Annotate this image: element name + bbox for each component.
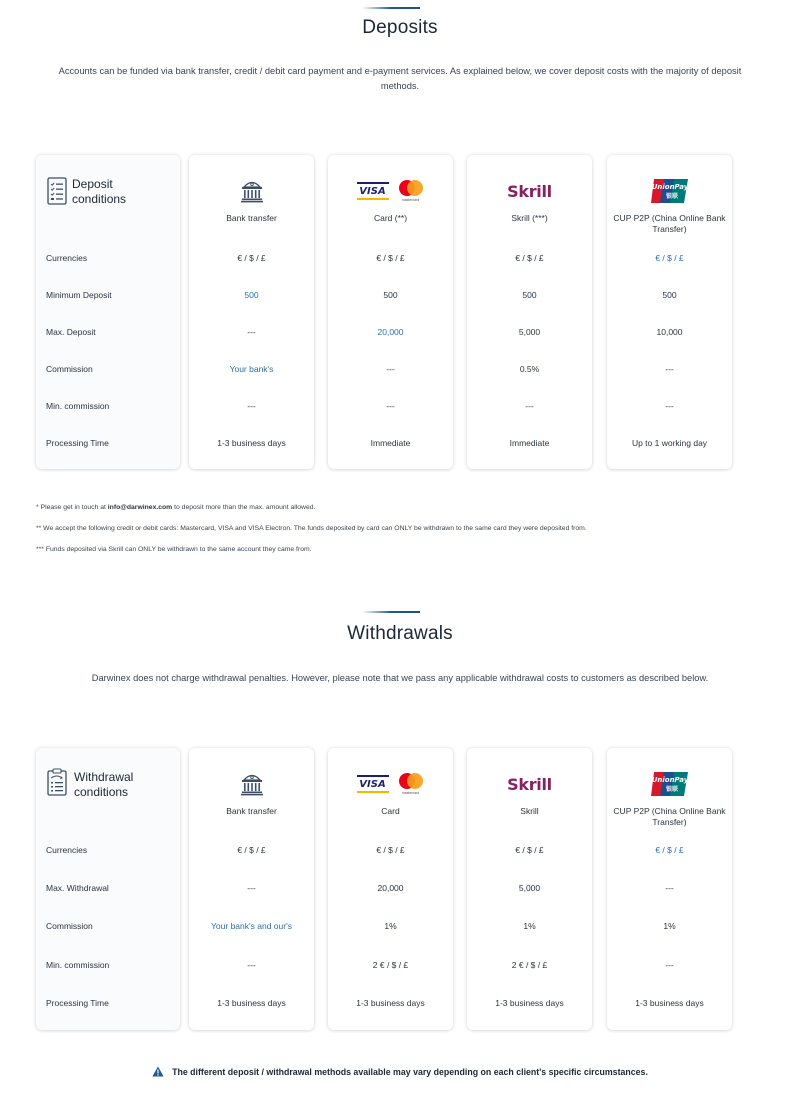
row-label-currencies: Currencies — [46, 253, 88, 263]
row-label-max-withdrawal: Max. Withdrawal — [46, 883, 109, 893]
value-processing-time: 1-3 business days — [217, 438, 286, 448]
method-name: CUP P2P (China Online Bank Transfer) — [613, 213, 726, 234]
value-currencies: € / $ / £ — [655, 253, 684, 263]
warning-icon — [152, 1066, 164, 1077]
value-commission: 1% — [384, 921, 397, 931]
value-currencies: € / $ / £ — [376, 253, 405, 263]
mastercard-logo: mastercard — [397, 773, 425, 795]
value-commission: --- — [665, 364, 674, 374]
value-min-commission: --- — [525, 401, 534, 411]
value-commission: 1% — [523, 921, 536, 931]
methods-availability-notice — [0, 1066, 800, 1077]
checklist-icon — [47, 177, 67, 205]
value-max-withdrawal: 5,000 — [518, 883, 541, 893]
unionpay-logo — [650, 771, 690, 797]
value-min-commission: --- — [386, 401, 395, 411]
row-label-min-commission: Min. commission — [46, 960, 110, 970]
bank-icon — [239, 179, 265, 203]
row-label-minimum-deposit: Minimum Deposit — [46, 290, 112, 300]
deposit-method-cup-p2p — [607, 155, 732, 469]
value-processing-time: 1-3 business days — [635, 998, 704, 1008]
svg-text:银联: 银联 — [665, 786, 678, 793]
value-processing-time: 1-3 business days — [217, 998, 286, 1008]
value-commission: Your bank's and our's — [211, 921, 292, 931]
value-min-commission: --- — [665, 401, 674, 411]
value-max-withdrawal: 20,000 — [377, 883, 404, 893]
value-currencies: € / $ / £ — [376, 845, 405, 855]
clipboard-icon — [47, 768, 67, 796]
row-label-commission: Commission — [46, 364, 93, 374]
notice-text: The different deposit / withdrawal methods available may vary depending on each client's specific circumstances. — [172, 1066, 648, 1077]
value-commission: --- — [386, 364, 395, 374]
value-minimum-deposit: 500 — [383, 290, 398, 300]
value-min-commission: --- — [247, 401, 256, 411]
value-minimum-deposit: 500 — [662, 290, 677, 300]
value-processing-time: Up to 1 working day — [631, 438, 708, 448]
value-processing-time: Immediate — [509, 438, 550, 448]
value-minimum-deposit: 500 — [522, 290, 537, 300]
deposit-method-bank-transfer — [189, 155, 314, 469]
svg-text:UnionPay: UnionPay — [651, 776, 688, 784]
withdrawal-conditions-table — [36, 748, 736, 1030]
value-max-deposit: 10,000 — [656, 327, 683, 337]
withdrawals-accent-bar — [362, 611, 420, 613]
withdrawals-title: Withdrawals — [347, 623, 453, 644]
withdrawal-method-card — [328, 748, 453, 1030]
value-min-commission: 2 € / $ / £ — [372, 960, 409, 970]
method-name: Card — [381, 806, 400, 816]
deposit-method-skrill — [467, 155, 592, 469]
value-processing-time: Immediate — [370, 438, 411, 448]
withdrawal-conditions-label-card — [36, 748, 180, 1030]
method-name: Skrill — [520, 806, 539, 816]
withdrawal-method-skrill — [467, 748, 592, 1030]
value-processing-time: 1-3 business days — [356, 998, 425, 1008]
value-max-deposit: 20,000 — [377, 327, 404, 337]
deposit-method-card — [328, 155, 453, 469]
value-min-commission: 2 € / $ / £ — [511, 960, 548, 970]
withdrawal-method-bank-transfer — [189, 748, 314, 1030]
footnote-1: * Please get in touch at info@darwinex.com to deposit more than the max. amount allowed. — [36, 504, 316, 511]
mastercard-logo: mastercard — [397, 180, 425, 202]
deposit-conditions-label-card — [36, 155, 180, 469]
value-minimum-deposit: 500 — [244, 290, 259, 300]
row-label-min-commission: Min. commission — [46, 401, 110, 411]
method-name: Card (**) — [373, 213, 408, 223]
visa-logo: VISA — [357, 774, 389, 794]
value-max-deposit: 5,000 — [518, 327, 541, 337]
row-label-currencies: Currencies — [46, 845, 88, 855]
footnote-3: *** Funds deposited via Skrill can ONLY be withdrawn to the same account they came from. — [36, 546, 312, 553]
value-min-commission: --- — [247, 960, 256, 970]
method-name: Skrill (***) — [511, 213, 548, 223]
value-max-withdrawal: --- — [665, 883, 674, 893]
value-processing-time: 1-3 business days — [495, 998, 564, 1008]
footnote-2: ** We accept the following credit or debit cards: Mastercard, VISA and VISA Electron. The funds deposited by card can ONLY be withdrawn to the same card they were deposited from. — [36, 525, 587, 532]
deposits-intro: Accounts can be funded via bank transfer, credit / debit card payment and e-payment services. As explained below, we cover deposit costs with the majority of deposit methods. — [58, 66, 742, 91]
deposits-title: Deposits — [362, 17, 438, 38]
method-name: CUP P2P (China Online Bank Transfer) — [613, 806, 726, 827]
value-currencies: € / $ / £ — [515, 845, 544, 855]
withdrawal-conditions-title: Withdrawal conditions — [74, 770, 134, 799]
method-name: Bank transfer — [226, 806, 277, 816]
value-currencies: € / $ / £ — [655, 845, 684, 855]
visa-logo: VISA — [357, 181, 389, 201]
deposit-conditions-title: Deposit conditions — [72, 177, 127, 206]
withdrawals-intro: Darwinex does not charge withdrawal penalties. However, please note that we pass any applicable withdrawal costs to customers as described below. — [91, 673, 709, 683]
row-label-processing-time: Processing Time — [46, 438, 109, 448]
deposit-conditions-table — [36, 155, 736, 469]
row-label-commission: Commission — [46, 921, 93, 931]
value-commission: Your bank's — [229, 364, 274, 374]
value-min-commission: --- — [665, 960, 674, 970]
value-commission: 1% — [663, 921, 676, 931]
value-max-deposit: --- — [247, 327, 256, 337]
unionpay-logo — [650, 178, 690, 204]
row-label-max-deposit: Max. Deposit — [46, 327, 96, 337]
skrill-logo: Skrill — [507, 774, 552, 794]
value-currencies: € / $ / £ — [237, 845, 266, 855]
bank-icon — [239, 772, 265, 796]
method-name: Bank transfer — [226, 213, 277, 223]
skrill-logo: Skrill — [507, 181, 552, 201]
contact-email-link[interactable]: info@darwinex.com — [107, 504, 173, 511]
value-commission: 0.5% — [519, 364, 540, 374]
value-currencies: € / $ / £ — [237, 253, 266, 263]
deposits-accent-bar — [362, 7, 420, 9]
svg-text:UnionPay: UnionPay — [651, 183, 688, 191]
withdrawal-method-cup-p2p — [607, 748, 732, 1030]
row-label-processing-time: Processing Time — [46, 998, 109, 1008]
svg-text:银联: 银联 — [665, 193, 678, 200]
value-currencies: € / $ / £ — [515, 253, 544, 263]
value-max-withdrawal: --- — [247, 883, 256, 893]
